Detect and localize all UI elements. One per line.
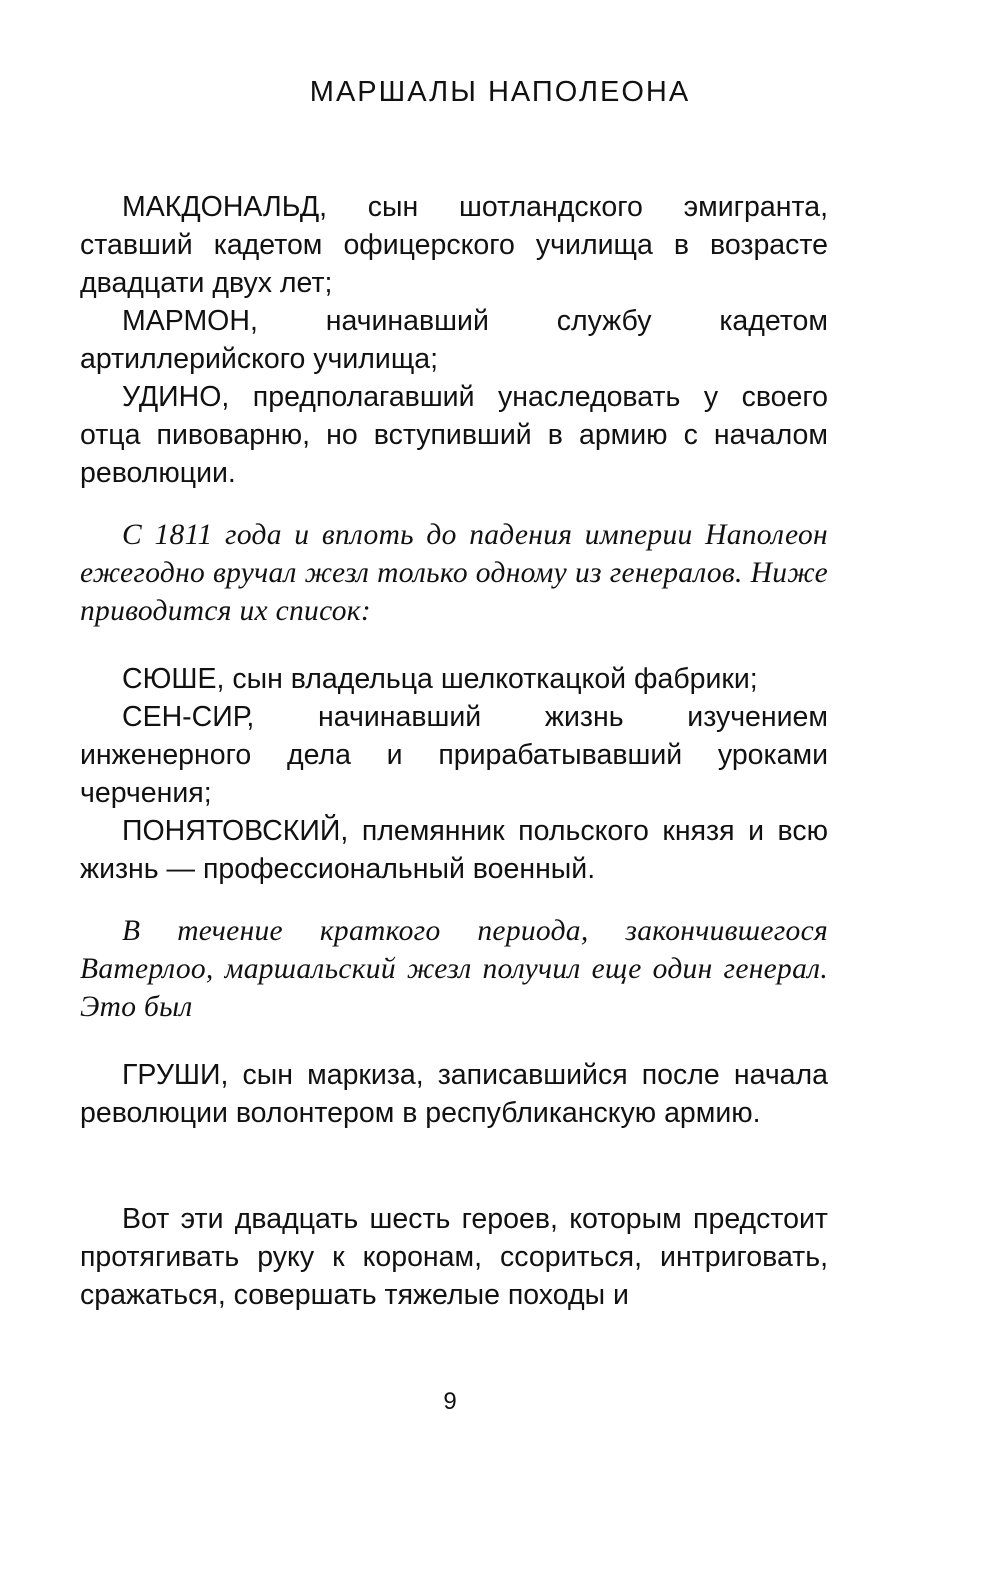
marshal-name: УДИНО bbox=[122, 381, 222, 413]
marshal-description: , племянник польского князя и всю жизнь — профессиональный военный. bbox=[80, 815, 828, 885]
marshal-description: , сын шотландского эмигранта, ставший кадетом офицерского училища в возрасте двадцати двух лет; bbox=[80, 191, 828, 299]
running-header: МАРШАЛЫ НАПОЛЕОНА bbox=[309, 76, 691, 108]
italic-note-waterloo bbox=[80, 912, 828, 1026]
marshal-name: СЕН-СИР bbox=[122, 701, 247, 733]
entry-makdonald bbox=[80, 188, 828, 302]
marshal-description: , сын маркиза, записавшийся после начала революции волонтером в республиканскую армию. bbox=[80, 1059, 828, 1129]
closing-paragraph-block bbox=[80, 1200, 828, 1314]
marshal-description: , начинавший жизнь изучением инженерного дела и прирабатывавший уроками черчения; bbox=[80, 701, 828, 809]
entry-sensir bbox=[80, 698, 828, 812]
marshal-description: , сын владельца шелкоткацкой фабрики; bbox=[216, 663, 758, 695]
entry-syushe bbox=[80, 660, 828, 698]
closing-paragraph: Вот эти двадцать шесть героев, которым предстоит протягивать руку к коронам, ссориться, интриговать, сражаться, совершать тяжелые походы и bbox=[80, 1203, 828, 1311]
marshal-list-makdonald-marmon-udino bbox=[80, 188, 828, 492]
marshal-description: , начинавший службу кадетом артиллерийского училища; bbox=[80, 305, 828, 375]
entry-ponyatovsky bbox=[80, 812, 828, 888]
marshal-name: СЮШЕ bbox=[122, 663, 217, 695]
entry-grushi bbox=[80, 1056, 828, 1132]
marshal-list-grushi bbox=[80, 1056, 828, 1132]
intro-paragraph: В течение краткого периода, закончившегося Ватерлоо, маршальский жезл получил еще один генерал. Это был bbox=[80, 915, 828, 1023]
entry-udino bbox=[80, 378, 828, 492]
marshal-name: МАКДОНАЛЬД bbox=[122, 191, 320, 223]
entry-marmon bbox=[80, 302, 828, 378]
intro-paragraph: С 1811 года и вплоть до падения империи Наполеон ежегодно вручал жезл только одному из генералов. Ниже приводится их список: bbox=[80, 519, 828, 627]
page-number: 9 bbox=[443, 1388, 457, 1415]
marshal-name: МАРМОН bbox=[122, 305, 250, 337]
italic-note-1811 bbox=[80, 516, 828, 630]
marshal-name: ПОНЯТОВСКИЙ bbox=[122, 815, 341, 847]
marshal-name: ГРУШИ bbox=[122, 1059, 221, 1091]
marshal-list-syushe-sensir-ponyatovsky bbox=[80, 660, 828, 888]
marshal-description: , предполагавший унаследовать у своего отца пивоварню, но вступивший в армию с началом революции. bbox=[80, 381, 828, 489]
